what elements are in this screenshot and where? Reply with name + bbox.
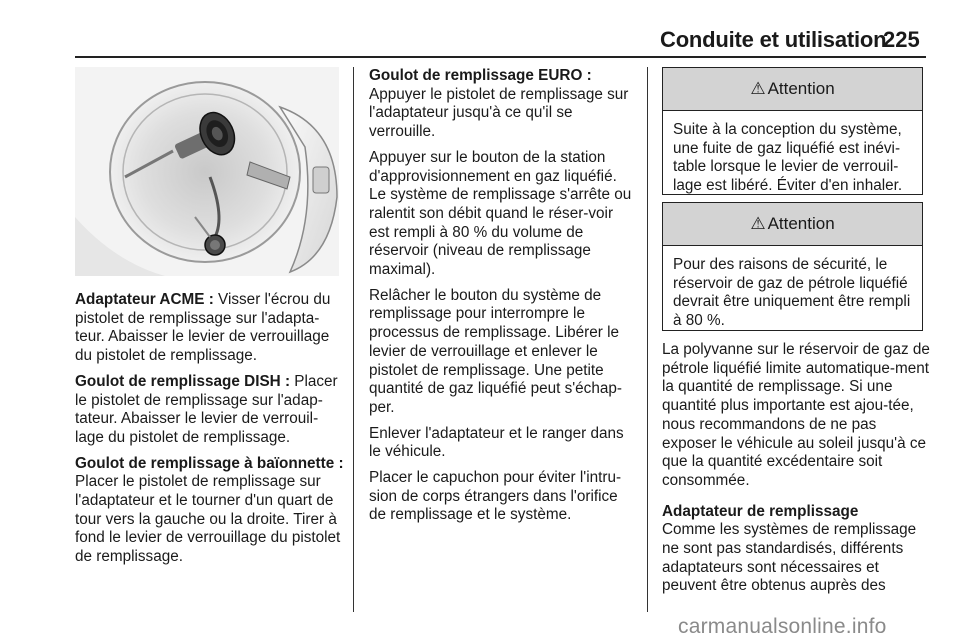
paragraph-store-adapter: Enlever l'adaptateur et le ranger dans le véhicule. xyxy=(369,424,624,461)
paragraph-polyvalve: La polyvanne sur le réservoir de gaz de pétrole liquéfié limite automatique-ment la quantité de remplissage. Si une quantité plus importante est ajou-tée, nous recommandons de ne pas exposer le véhicule au soleil jusqu'à ce que la quantité excédentaire soit consommée. xyxy=(662,341,930,489)
warning-header xyxy=(663,68,922,111)
watermark: carmanualsonline.info xyxy=(678,615,887,638)
warning-header xyxy=(663,203,922,246)
label-euro: Goulot de remplissage EURO : xyxy=(369,67,592,84)
label-bayonet: Goulot de remplissage à baïonnette : xyxy=(75,454,344,472)
paragraph-bayonet: Goulot de remplissage à baïonnette : Placer le pistolet de remplissage sur l'adaptateur et le tourner d'un quart de tour vers la gauche ou la droite. Tirer à fond le levier de verrouillage du pistolet de remplissage. xyxy=(75,454,344,566)
warning-text: Pour des raisons de sécurité, le réservoir de gaz de pétrole liquéfié devrait être uniquement être rempli à 80 %. xyxy=(673,256,911,330)
column-divider-right xyxy=(647,67,648,612)
page-title: Conduite et utilisation xyxy=(660,27,887,52)
paragraph-dish: Goulot de remplissage DISH : Placer le pistolet de remplissage sur l'adap-tateur. Abaisser le levier de verrouil-lage du pistolet de remplissage. xyxy=(75,372,338,446)
header-rule xyxy=(75,56,926,58)
subheading-adapter: Adaptateur de remplissage xyxy=(662,502,859,520)
warning-title: Attention xyxy=(767,214,835,233)
warning-text: Suite à la conception du système, une fuite de gaz liquéfié est inévi-table lorsque le levier de verrouil-lage est libéré. Éviter d'en inhaler. xyxy=(673,121,903,195)
fuel-filler-illustration xyxy=(75,67,339,276)
warning-triangle-icon: ⚠ xyxy=(750,214,766,233)
paragraph-acme: Adaptateur ACME : Visser l'écrou du pistolet de remplissage sur l'adapta-teur. Abaisser le levier de verrouillage du pistolet de remplissage. xyxy=(75,291,331,365)
warning-triangle-icon: ⚠ xyxy=(750,79,766,98)
middle-column xyxy=(369,67,634,532)
paragraph-release-button: Relâcher le bouton du système de remplissage pour interrompre le processus de remplissage. Libérer le levier de verrouillage et enlever le pistolet de remplissage. Une petite quantité de gaz liquéfié peut s'échap-per. xyxy=(369,286,622,416)
warning-box-fill-limit xyxy=(662,202,923,331)
label-acme: Adaptateur ACME : xyxy=(75,291,214,308)
paragraph-cap: Placer le capuchon pour éviter l'intru-sion de corps étrangers dans l'orifice de remplissage et le système. xyxy=(369,469,622,524)
paragraph-euro: Goulot de remplissage EURO : Appuyer le pistolet de remplissage sur l'adaptateur jusqu'à ce qu'il se verrouille. xyxy=(369,67,634,142)
label-dish: Goulot de remplissage DISH : xyxy=(75,372,291,390)
column-divider-left xyxy=(353,67,354,612)
paragraph-adapter: Adaptateur de remplissage Comme les systèmes de remplissage ne sont pas standardisés, différents adaptateurs sont nécessaires et peuvent être obtenus auprès des xyxy=(662,503,930,597)
fuel-filler-adapter-illustration-icon xyxy=(75,67,339,276)
right-column xyxy=(662,341,930,603)
page-number: 225 xyxy=(883,27,920,52)
warning-title: Attention xyxy=(767,79,835,98)
left-column xyxy=(75,291,345,574)
warning-box-leak xyxy=(662,67,923,195)
paragraph-press-button: Appuyer sur le bouton de la station d'approvisionnement en gaz liquéfié. Le système de remplissage s'arrête ou ralentit son débit quand le réser-voir est rempli à 80 % du volume de réservoir (niveau de remplissage maximal). xyxy=(369,148,632,279)
